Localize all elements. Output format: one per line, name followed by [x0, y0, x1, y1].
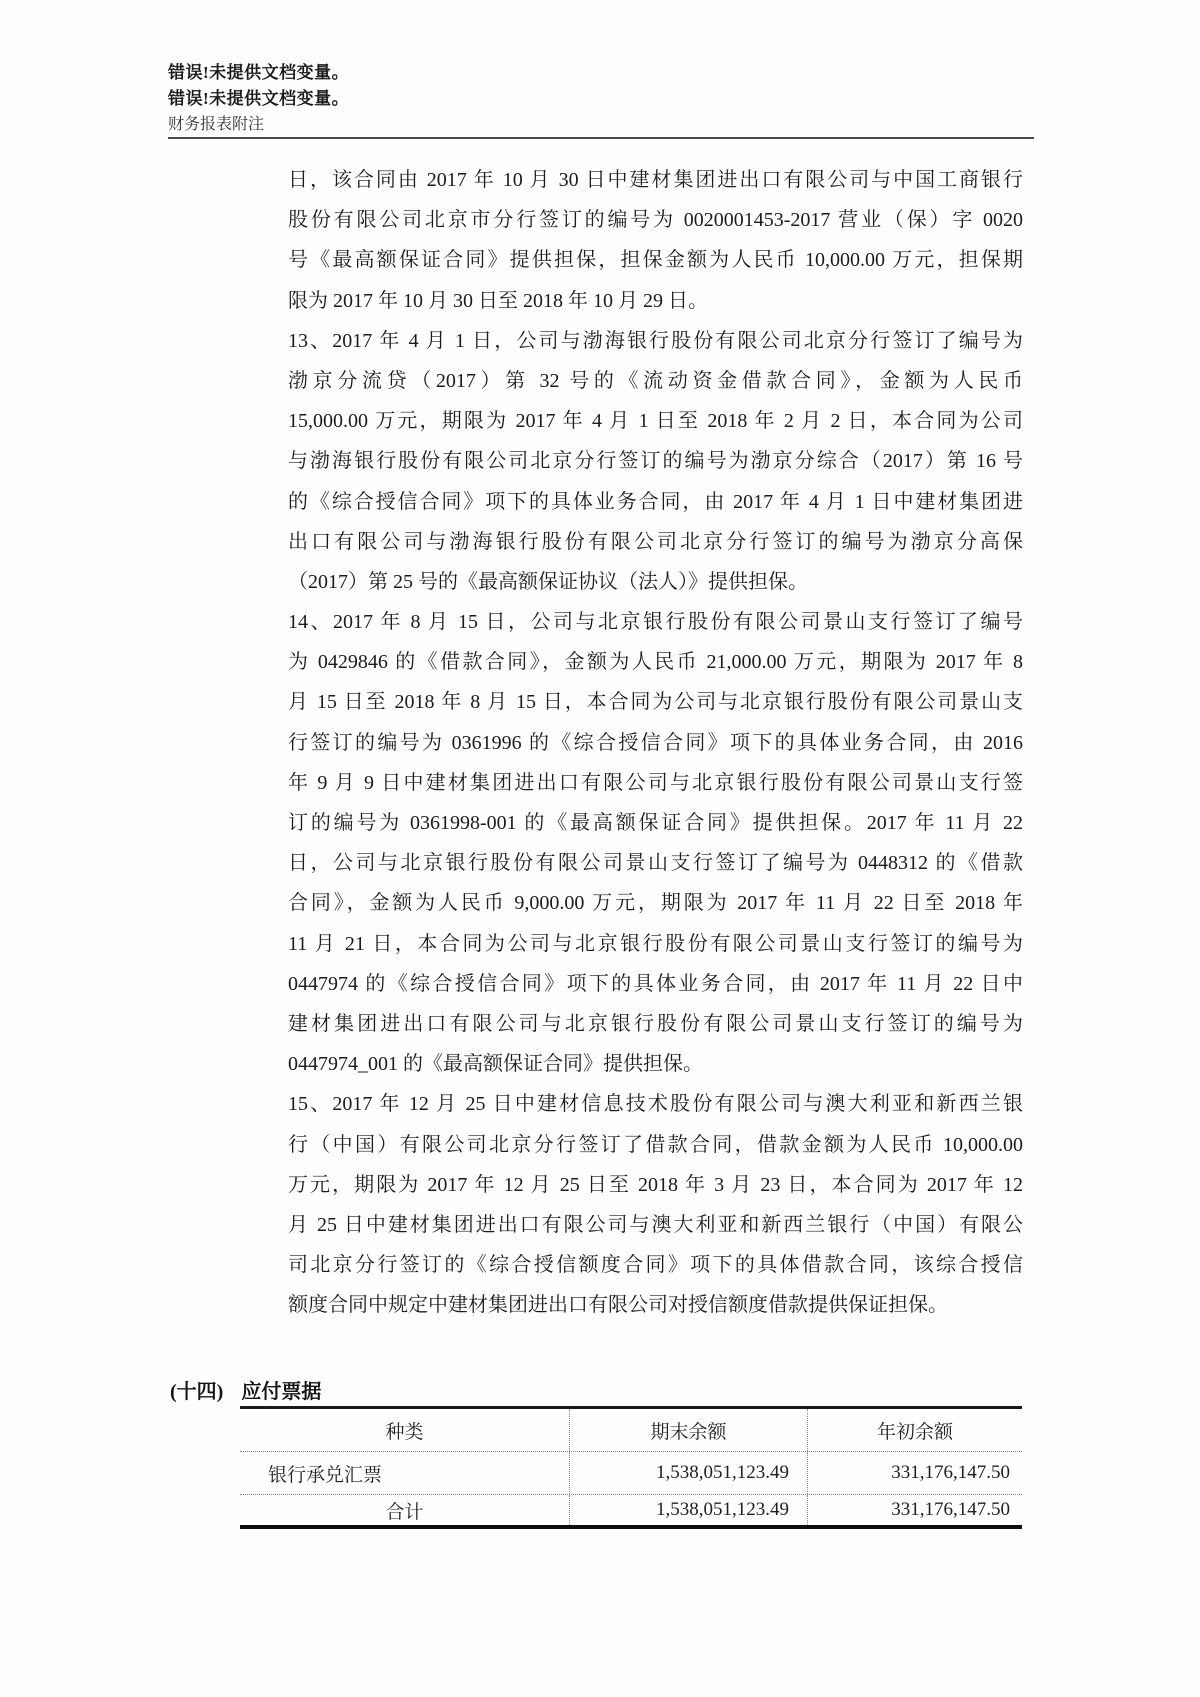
total-ending-balance: 1,538,051,123.49: [569, 1495, 808, 1525]
text-line: 为 0429846 的《借款合同》，金额为人民币 21,000.00 万元，期限为 2017 年 8: [288, 651, 1023, 674]
text-line: 的《综合授信合同》项下的具体业务合同，由 2017 年 4 月 1 日中建材集团进: [288, 490, 1023, 513]
text-line: 年 9 月 9 日中建材集团进出口有限公司与北京银行股份有限公司景山支行签: [288, 771, 1023, 794]
text-line: 与渤海银行股份有限公司北京分行签订的编号为渤京分综合（2017）第 16 号: [288, 450, 1023, 473]
text-line: 0447974_001 的《最高额保证合同》提供担保。: [288, 1053, 703, 1076]
text-line: 限为 2017 年 10 月 30 日至 2018 年 10 月 29 日。: [288, 289, 708, 312]
header-divider-line: [168, 137, 1034, 139]
text-line: （2017）第 25 号的《最高额保证协议（法人）》提供担保。: [288, 570, 808, 593]
table-total-row: [240, 1495, 1022, 1525]
text-line: 日，该合同由 2017 年 10 月 30 日中建材集团进出口有限公司与中国工商银行: [288, 169, 1023, 191]
text-line: 行（中国）有限公司北京分行签订了借款合同，借款金额为人民币 10,000.00: [288, 1133, 1023, 1156]
text-line: 11 月 21 日，本合同为公司与北京银行股份有限公司景山支行签订的编号为: [288, 932, 1023, 955]
total-label: 合计: [385, 1501, 424, 1523]
text-line: 15,000.00 万元，期限为 2017 年 4 月 1 日至 2018 年 2 月 2 日，本合同为公司: [288, 410, 1023, 433]
text-line: 日，公司与北京银行股份有限公司景山支行签订了编号为 0448312 的《借款: [288, 852, 1023, 875]
row-ending-balance: 1,538,051,123.49: [569, 1452, 808, 1494]
row-beginning-balance: 331,176,147.50: [891, 1462, 1010, 1483]
total-beginning-balance: 331,176,147.50: [891, 1499, 1010, 1520]
body-text: [288, 160, 1023, 1325]
paragraph-item-14: [288, 602, 1023, 1084]
table-row: [240, 1452, 1022, 1495]
text-line: 14、2017 年 8 月 15 日，公司与北京银行股份有限公司景山支行签订了编号: [288, 611, 1023, 634]
text-line: 建材集团进出口有限公司与北京银行股份有限公司景山支行签订的编号为: [288, 1012, 1023, 1035]
section-heading: [170, 1378, 321, 1406]
column-header-type: 种类: [385, 1421, 424, 1443]
text-line: 0447974 的《综合授信合同》项下的具体业务合同，由 2017 年 11 月 22 日中: [288, 972, 1023, 995]
text-line: 股份有限公司北京市分行签订的编号为 0020001453-2017 营业（保）字 0020: [288, 209, 1023, 232]
table-header-row: [240, 1409, 1022, 1452]
section-title: 应付票据: [241, 1381, 322, 1403]
header-error-line-1: 错误!未提供文档变量。: [168, 63, 350, 82]
row-type-label: 银行承兑汇票: [268, 1464, 383, 1486]
text-line: 13、2017 年 4 月 1 日，公司与渤海银行股份有限公司北京分行签订了编号为: [288, 329, 1023, 352]
section-number: (十四): [170, 1381, 224, 1403]
text-line: 合同》，金额为人民币 9,000.00 万元，期限为 2017 年 11 月 22 日至 2018 年: [288, 892, 1023, 915]
text-line: 出口有限公司与渤海银行股份有限公司北京分行签订的编号为渤京分高保: [288, 530, 1023, 553]
paragraph-continuation: [288, 160, 1023, 321]
header-subtitle: 财务报表附注: [168, 116, 265, 133]
text-line: 号《最高额保证合同》提供担保，担保金额为人民币 10,000.00 万元，担保期: [288, 249, 1023, 272]
header-error-line-2: 错误!未提供文档变量。: [168, 89, 350, 108]
text-line: 司北京分行签订的《综合授信额度合同》项下的具体借款合同，该综合授信: [288, 1254, 1023, 1277]
text-line: 月 15 日至 2018 年 8 月 15 日，本合同为公司与北京银行股份有限公司景山支: [288, 691, 1023, 714]
page-header: [168, 60, 349, 138]
text-line: 行签订的编号为 0361996 的《综合授信合同》项下的具体业务合同，由 2016: [288, 731, 1023, 754]
column-header-ending-balance: 期末余额: [569, 1409, 808, 1451]
text-line: 订的编号为 0361998-001 的《最高额保证合同》提供担保。2017 年 11 月 22: [288, 812, 1023, 834]
paragraph-item-15: [288, 1084, 1023, 1325]
text-line: 万元，期限为 2017 年 12 月 25 日至 2018 年 3 月 23 日，本合同为 2017 年 12: [288, 1173, 1023, 1196]
text-line: 月 25 日中建材集团进出口有限公司与澳大利亚和新西兰银行（中国）有限公: [288, 1213, 1023, 1236]
text-line: 额度合同中规定中建材集团进出口有限公司对授信额度借款提供保证担保。: [288, 1294, 948, 1317]
text-line: 渤京分流贷（2017）第 32 号的《流动资金借款合同》，金额为人民币: [288, 369, 1023, 392]
text-line: 15、2017 年 12 月 25 日中建材信息技术股份有限公司与澳大利亚和新西兰银: [288, 1093, 1023, 1116]
paragraph-item-13: [288, 321, 1023, 602]
column-header-beginning-balance: 年初余额: [876, 1421, 953, 1443]
bills-payable-table: [240, 1406, 1022, 1529]
